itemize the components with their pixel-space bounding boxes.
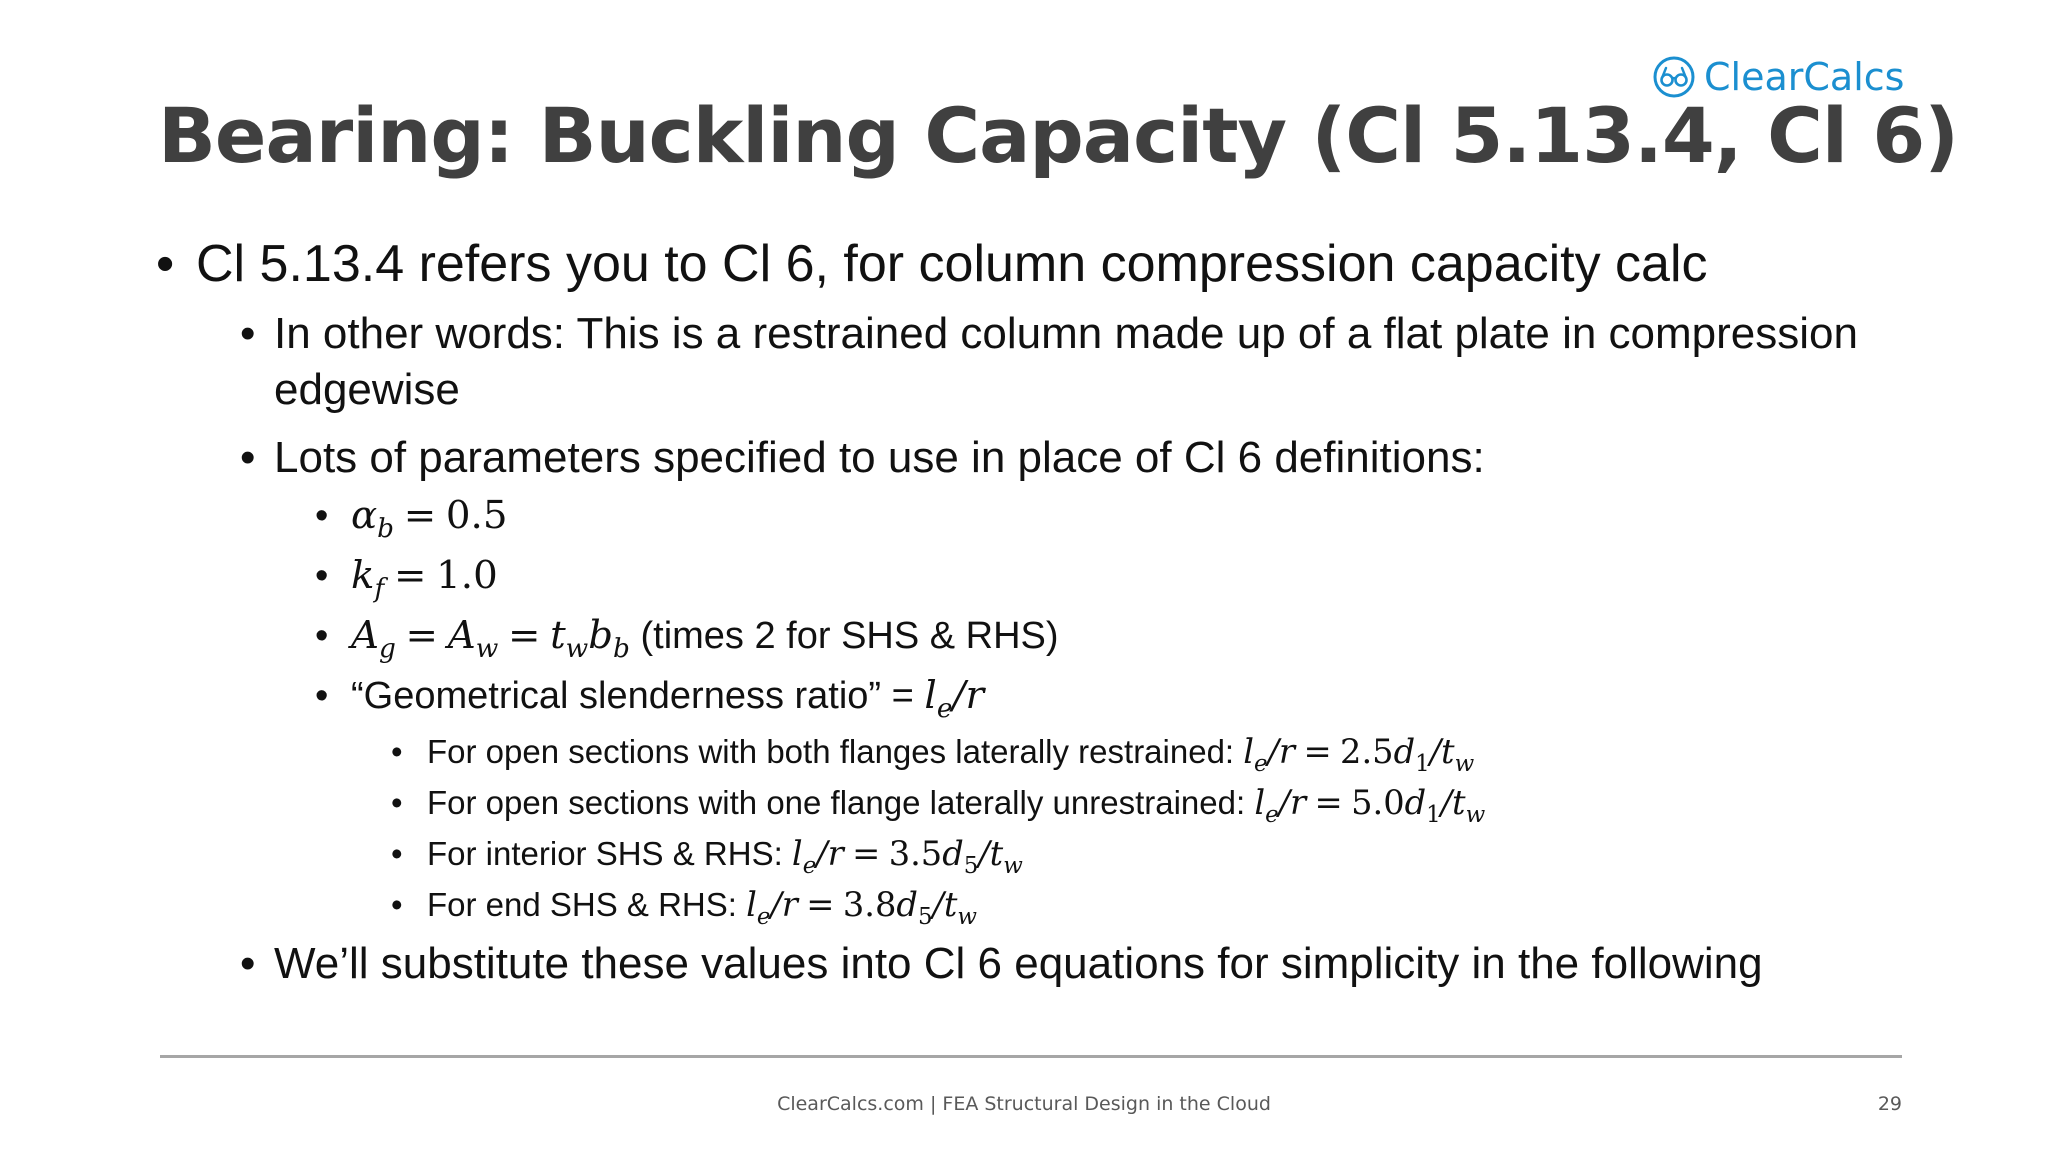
bullet-substitute (274, 936, 1916, 992)
bullet-parameters (274, 430, 1916, 930)
case-open-both-label: For open sections with both flanges laterally restrained: (427, 733, 1235, 770)
case-end-equation: $l_e/r = 3.8d_5/t_w$ (746, 885, 977, 930)
alpha-b-equation: $\alpha_b = 0.5$ (351, 493, 508, 545)
case-open-one (427, 777, 1916, 828)
case-end-label: For end SHS & RHS: (427, 886, 737, 923)
logo-text: ClearCalcs (1704, 55, 1905, 99)
footer-divider (160, 1055, 1902, 1058)
bullet-main-text: Cl 5.13.4 refers you to Cl 6, for column compression capacity calc (196, 235, 1708, 293)
slide-content (156, 228, 1916, 992)
parameter-list (351, 486, 1916, 930)
bullet-main (156, 228, 1916, 300)
slenderness-label: “Geometrical slenderness ratio” = (351, 675, 914, 717)
param-alpha-b (351, 486, 1916, 546)
bullet-parameters-text: Lots of parameters specified to use in place of Cl 6 definitions: (274, 433, 1485, 482)
page-number: 29 (1877, 1093, 1902, 1115)
case-interior (427, 828, 1916, 879)
sub-bullet-list (274, 306, 1916, 992)
bullet-list (156, 228, 1916, 300)
case-open-one-label: For open sections with one flange laterally unrestrained: (427, 784, 1246, 821)
footer-text: ClearCalcs.com | FEA Structural Design in the Cloud (777, 1093, 1271, 1115)
slide-title: Bearing: Buckling Capacity (Cl 5.13.4, Cl 6) (158, 91, 1959, 180)
case-open-both-equation: $l_e/r = 2.5d_1/t_w$ (1243, 732, 1475, 777)
param-ag (351, 606, 1916, 666)
param-k-f (351, 546, 1916, 606)
case-open-both (427, 726, 1916, 777)
bullet-other-words (274, 306, 1916, 418)
bullet-substitute-text: We’ll substitute these values into Cl 6 equations for simplicity in the following (274, 939, 1763, 988)
alpha-b-value: 0.5 (445, 493, 508, 538)
ag-suffix: (times 2 for SHS & RHS) (640, 615, 1059, 657)
k-f-equation: $k_f = 1.0$ (351, 553, 498, 605)
param-slenderness (351, 666, 1916, 930)
case-end (427, 879, 1916, 930)
ag-equation: $A_g = A_w = t_wb_b$ (351, 613, 630, 665)
k-f-value: 1.0 (436, 553, 498, 598)
slenderness-cases (427, 726, 1916, 930)
case-interior-label: For interior SHS & RHS: (427, 835, 783, 872)
slenderness-equation: $l_e/r$ (924, 673, 984, 725)
case-open-one-equation: $l_e/r = 5.0d_1/t_w$ (1254, 783, 1486, 828)
bullet-other-words-text: In other words: This is a restrained column made up of a flat plate in compression edgewise (274, 309, 1858, 414)
case-interior-equation: $l_e/r = 3.5d_5/t_w$ (791, 834, 1023, 879)
